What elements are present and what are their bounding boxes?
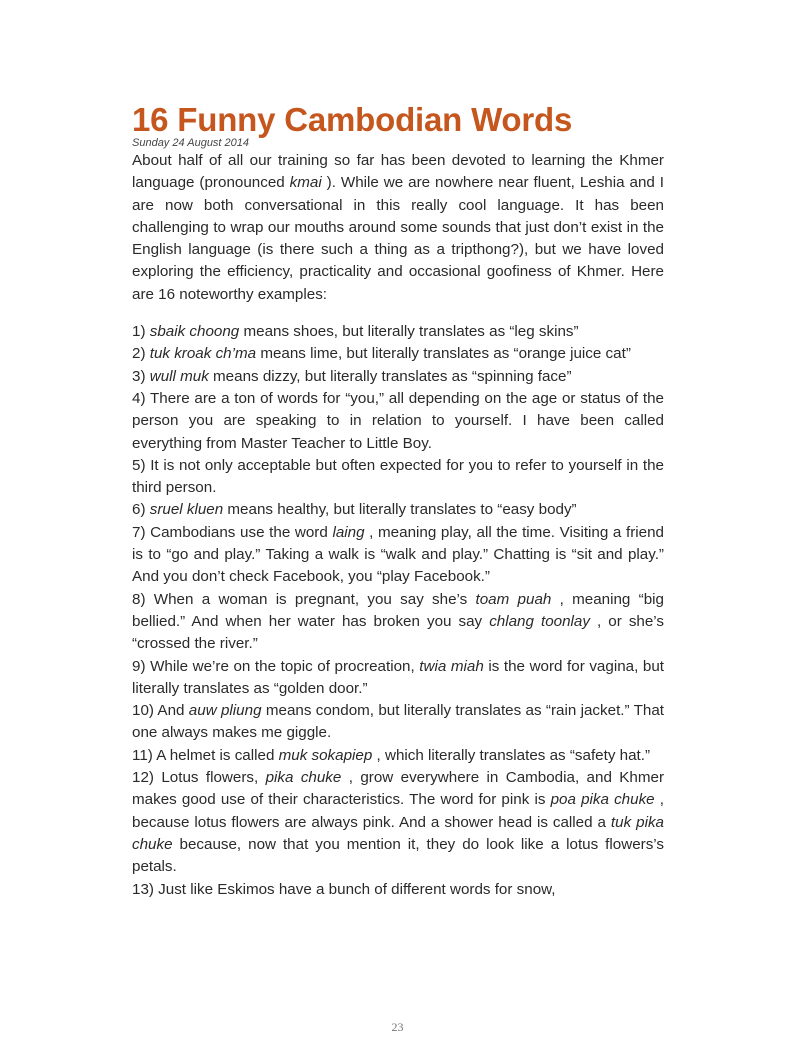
item-text: 10) And [132, 702, 189, 720]
list-item [132, 745, 664, 767]
list-item [132, 700, 664, 745]
word-list [132, 321, 664, 901]
item-text: 11) A helmet is called [132, 746, 279, 764]
item-text: 2) [132, 345, 150, 363]
list-item [132, 321, 664, 343]
khmer-term: muk sokapiep [278, 746, 373, 764]
khmer-term: toam puah [475, 590, 552, 608]
khmer-term: twia miah [419, 657, 484, 675]
list-item [132, 879, 664, 901]
item-text: , which literally translates as “safety hat.” [372, 746, 651, 764]
item-text: means dizzy, but literally translates as “spinning face” [208, 367, 572, 385]
list-item [132, 499, 664, 521]
item-text: , because lotus flowers are always pink. And a shower head is called a [132, 791, 664, 831]
item-text: 8) When a woman is pregnant, you say she’s [132, 590, 476, 608]
document-page [132, 100, 664, 901]
list-item [132, 366, 664, 388]
item-text: is the word for vagina, but literally translates as “golden door.” [132, 657, 664, 697]
item-text: , grow everywhere in Cambodia, and Khmer makes good use of their characteristics. The word for pink is [132, 769, 664, 809]
item-text: 9) While we’re on the topic of procreation, [132, 657, 420, 675]
article-date: Sunday 24 August 2014 [132, 137, 250, 149]
khmer-term: pika chuke [265, 769, 342, 787]
list-item [132, 388, 664, 455]
list-item [132, 767, 664, 878]
intro-text: About half of all our training so far has been devoted to learning the Khmer language (pronounced [132, 152, 664, 192]
item-text: 7) Cambodians use the word [132, 523, 333, 541]
khmer-term: wull muk [149, 367, 209, 385]
item-text: 5) It is not only acceptable but often expected for you to refer to yourself in the third person. [132, 456, 664, 497]
item-text: , meaning play, all the time. Visiting a friend is to “go and play.” Taking a walk is “walk and play.” Chatting is “sit and play.” And you don’t check Facebook, you “play Facebook.” [132, 523, 665, 586]
item-text: means shoes, but literally translates as “leg skins” [239, 323, 579, 341]
khmer-term: tuk pika chuke [132, 813, 664, 853]
item-text: 4) There are a ton of words for “you,” all depending on the age or status of the person you are speaking to in relation to yourself. I have been called everything from Master Teacher to Little Boy. [132, 389, 664, 452]
item-text: , meaning “big bellied.” And when her water has broken you say [132, 590, 664, 630]
khmer-term: auw pliung [188, 702, 262, 720]
item-text: 3) [132, 367, 150, 385]
intro-paragraph [132, 150, 664, 306]
intro-term: kmai [289, 174, 322, 192]
khmer-term: sbaik choong [149, 323, 240, 341]
khmer-term: laing [332, 523, 365, 541]
item-text: means healthy, but literally translates to “easy body” [223, 501, 577, 519]
item-text: 13) Just like Eskimos have a bunch of different words for snow, [132, 880, 556, 898]
intro-text: ). While we are nowhere near fluent, Leshia and I are now both conversational in this really cool language. It has been challenging to wrap our mouths around some sounds that just don’t exist in the English language (is there such a thing as a tripthong?), but we have loved exploring the efficiency, practicality and occasional goofiness of Khmer. Here are 16 noteworthy examples: [132, 174, 664, 303]
item-text: means condom, but literally translates as “rain jacket.” That one always makes me giggle. [132, 702, 664, 742]
khmer-term: tuk kroak ch’ma [149, 345, 257, 363]
list-item [132, 343, 664, 365]
list-item [132, 589, 664, 656]
page-number: 23 [391, 1020, 404, 1034]
list-item [132, 455, 664, 500]
list-item [132, 656, 664, 701]
item-text: , or she’s “crossed the river.” [132, 612, 664, 653]
khmer-term: chlang toonlay [489, 612, 590, 630]
item-text: 6) [132, 501, 150, 519]
item-text: 12) Lotus flowers, [132, 769, 266, 787]
item-text: because, now that you mention it, they do look like a lotus flowers’s petals. [132, 835, 664, 876]
khmer-term: sruel kluen [149, 501, 224, 519]
list-item [132, 522, 664, 589]
khmer-term: poa pika chuke [550, 791, 655, 809]
item-text: means lime, but literally translates as “orange juice cat” [256, 345, 631, 363]
item-text: 1) [132, 323, 150, 341]
article-title: 16 Funny Cambodian Words [132, 101, 573, 138]
